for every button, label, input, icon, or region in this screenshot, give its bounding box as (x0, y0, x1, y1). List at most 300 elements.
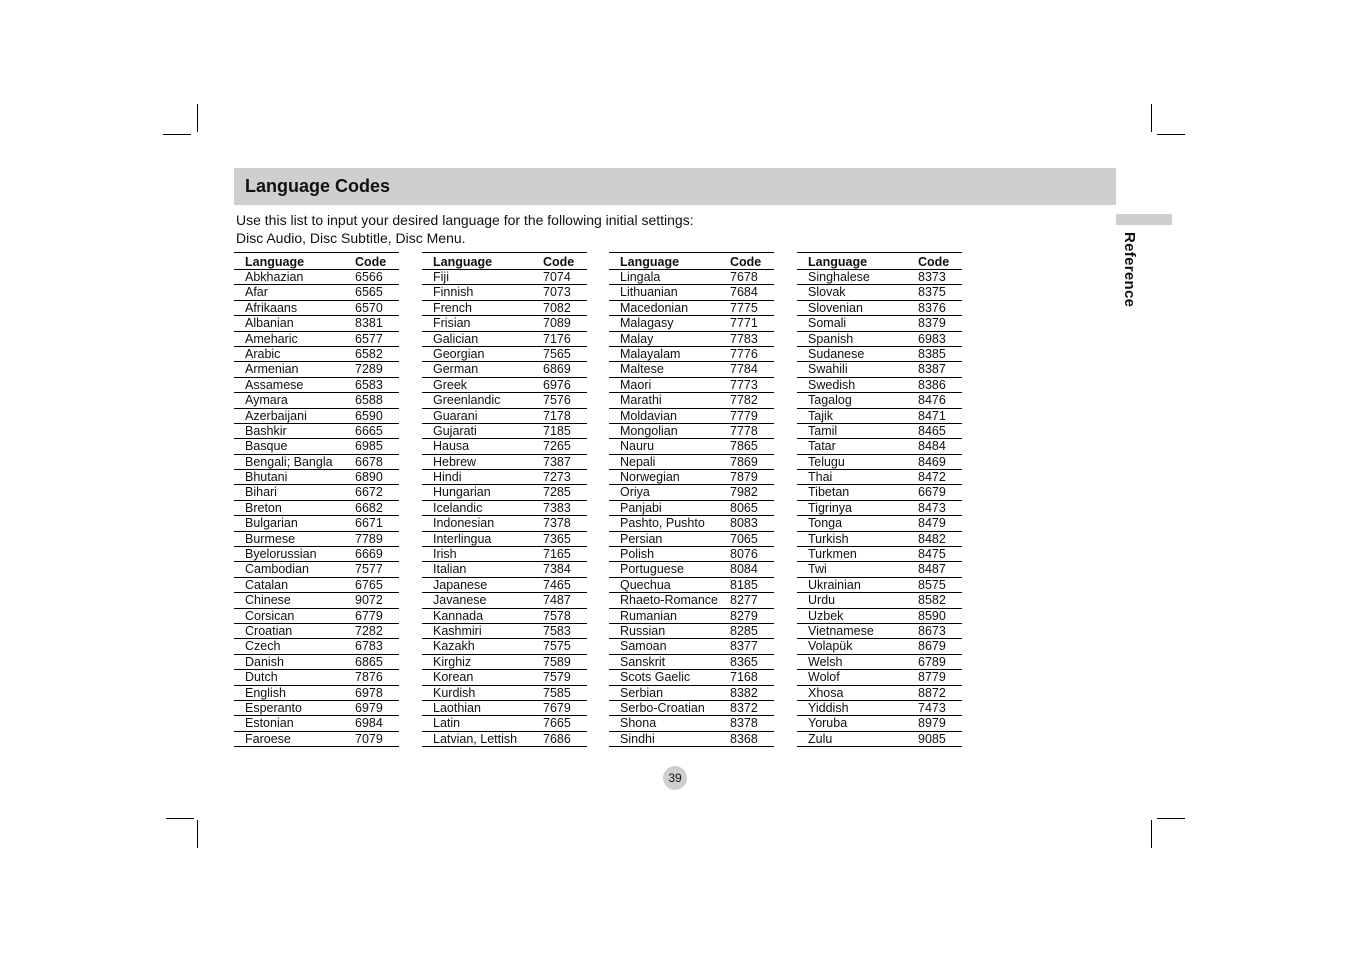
language-code: 6789 (918, 654, 946, 669)
language-name: Spanish (808, 331, 854, 346)
header-language: Language (620, 255, 680, 269)
language-code: 7185 (543, 423, 571, 438)
language-name: Oriya (620, 485, 650, 500)
language-name: Yoruba (808, 716, 848, 731)
table-row (609, 285, 774, 300)
table-row (422, 639, 587, 654)
language-code: 8377 (730, 639, 758, 654)
table-row (609, 485, 774, 500)
intro-line-2: Disc Audio, Disc Subtitle, Disc Menu. (236, 230, 466, 246)
table-row (422, 609, 587, 624)
header-language: Language (808, 255, 868, 269)
language-code: 7487 (543, 593, 571, 608)
language-name: Twi (808, 562, 827, 577)
language-name: Assamese (245, 377, 304, 392)
language-code: 6678 (355, 454, 383, 469)
table-row (234, 593, 399, 608)
language-code: 7365 (543, 531, 571, 546)
language-code: 8387 (918, 362, 946, 377)
language-name: Polish (620, 547, 655, 562)
language-code: 8484 (918, 439, 946, 454)
language-name: Latvian, Lettish (433, 731, 518, 746)
language-code: 7869 (730, 454, 758, 469)
table-row (234, 578, 399, 593)
language-name: Sudanese (808, 346, 865, 361)
language-name: Indonesian (433, 516, 495, 531)
language-name: Greek (433, 377, 468, 392)
table-row (422, 501, 587, 516)
language-name: Latin (433, 716, 461, 731)
language-name: Nauru (620, 439, 655, 454)
language-code: 8979 (918, 716, 946, 731)
language-code: 6779 (355, 608, 383, 623)
header-code: Code (355, 255, 387, 269)
table-row (609, 655, 774, 670)
language-name: Portuguese (620, 562, 684, 577)
language-code: 8779 (918, 670, 946, 685)
language-name: Arabic (245, 346, 281, 361)
table-row (609, 532, 774, 547)
table-row (422, 362, 587, 377)
language-code: 8372 (730, 700, 758, 715)
table-row (797, 424, 962, 439)
crop-mark (166, 818, 194, 819)
language-code: 7876 (355, 670, 383, 685)
language-code: 6590 (355, 408, 383, 423)
language-code: 6672 (355, 485, 383, 500)
language-name: Byelorussian (245, 547, 317, 562)
table-row (797, 609, 962, 624)
language-code: 7679 (543, 700, 571, 715)
section-tab (1116, 214, 1172, 225)
language-name: Turkish (808, 531, 849, 546)
language-name: Nepali (620, 454, 656, 469)
language-name: Tagalog (808, 393, 852, 408)
language-code: 7773 (730, 377, 758, 392)
language-code: 8465 (918, 423, 946, 438)
table-row (234, 532, 399, 547)
language-name: Mongolian (620, 423, 678, 438)
language-code: 8476 (918, 393, 946, 408)
language-name: Laothian (433, 700, 481, 715)
language-name: Estonian (245, 716, 294, 731)
table-row (422, 285, 587, 300)
table-row (422, 562, 587, 577)
language-name: Malayalam (620, 346, 681, 361)
language-code: 7576 (543, 393, 571, 408)
table-row (422, 578, 587, 593)
language-code: 7383 (543, 500, 571, 515)
language-code: 6665 (355, 423, 383, 438)
table-row (797, 455, 962, 470)
language-name: Galician (433, 331, 479, 346)
language-column-1 (234, 252, 399, 747)
language-name: Maori (620, 377, 652, 392)
table-row (234, 424, 399, 439)
table-row (797, 716, 962, 731)
language-name: Dutch (245, 670, 278, 685)
language-name: Italian (433, 562, 467, 577)
language-code: 7782 (730, 393, 758, 408)
language-name: Afrikaans (245, 300, 298, 315)
table-row (797, 332, 962, 347)
language-code: 6865 (355, 654, 383, 669)
language-code: 8065 (730, 500, 758, 515)
table-row (234, 393, 399, 408)
language-name: Persian (620, 531, 663, 546)
language-name: Tatar (808, 439, 836, 454)
language-name: Quechua (620, 577, 671, 592)
language-code: 8471 (918, 408, 946, 423)
language-code: 8473 (918, 500, 946, 515)
language-code: 7865 (730, 439, 758, 454)
language-column-4 (797, 252, 962, 747)
header-code: Code (543, 255, 575, 269)
language-code: 7775 (730, 300, 758, 315)
language-name: Volapük (808, 639, 853, 654)
crop-mark (197, 820, 198, 848)
table-row (609, 686, 774, 701)
table-row (422, 686, 587, 701)
language-name: Japanese (433, 577, 488, 592)
table-row (234, 701, 399, 716)
language-code: 7789 (355, 531, 383, 546)
table-row (234, 547, 399, 562)
table-row (797, 439, 962, 454)
header-code: Code (730, 255, 762, 269)
language-name: Basque (245, 439, 288, 454)
language-code: 7387 (543, 454, 571, 469)
language-code: 7686 (543, 731, 571, 746)
language-name: Uzbek (808, 608, 844, 623)
language-code: 8084 (730, 562, 758, 577)
language-name: Scots Gaelic (620, 670, 691, 685)
table-row (609, 578, 774, 593)
language-name: Bhutani (245, 470, 288, 485)
table-row (422, 378, 587, 393)
table-row (797, 301, 962, 316)
crop-mark (1151, 104, 1152, 132)
language-name: Macedonian (620, 300, 689, 315)
table-row (609, 332, 774, 347)
page-title: Language Codes (245, 176, 391, 196)
table-row (422, 670, 587, 685)
language-code: 6984 (355, 716, 383, 731)
language-code: 7779 (730, 408, 758, 423)
table-row (797, 547, 962, 562)
table-row (422, 439, 587, 454)
table-row (797, 516, 962, 531)
table-row (234, 516, 399, 531)
table-row (609, 501, 774, 516)
language-code: 8482 (918, 531, 946, 546)
language-code: 8673 (918, 623, 946, 638)
language-name: Singhalese (808, 270, 870, 284)
language-name: Georgian (433, 346, 485, 361)
language-name: Zulu (808, 731, 833, 746)
table-row (234, 362, 399, 377)
table-row (422, 455, 587, 470)
language-code: 7583 (543, 623, 571, 638)
table-row (422, 516, 587, 531)
language-code: 8373 (918, 270, 946, 284)
table-row (797, 393, 962, 408)
header-code: Code (918, 255, 950, 269)
table-row (797, 285, 962, 300)
language-name: Burmese (245, 531, 296, 546)
language-name: Albanian (245, 316, 294, 331)
language-name: Azerbaijani (245, 408, 307, 423)
language-name: Malay (620, 331, 654, 346)
table-header (797, 253, 962, 270)
language-code: 7575 (543, 639, 571, 654)
language-name: Serbian (620, 685, 664, 700)
language-name: Vietnamese (808, 623, 874, 638)
table-row (234, 409, 399, 424)
table-row (797, 532, 962, 547)
table-row (609, 716, 774, 731)
table-row (797, 270, 962, 285)
table-row (797, 732, 962, 747)
language-name: Afar (245, 285, 268, 300)
language-name: Pashto, Pushto (620, 516, 705, 531)
table-row (609, 516, 774, 531)
crop-mark (1157, 134, 1185, 135)
language-code: 7879 (730, 470, 758, 485)
language-code: 6566 (355, 270, 383, 284)
table-row (234, 670, 399, 685)
language-code: 8279 (730, 608, 758, 623)
language-name: Russian (620, 623, 666, 638)
table-row (234, 332, 399, 347)
language-code: 7265 (543, 439, 571, 454)
table-row (234, 624, 399, 639)
title-band (234, 168, 1116, 205)
language-name: Hungarian (433, 485, 491, 500)
language-code: 9072 (355, 593, 383, 608)
language-code: 6570 (355, 300, 383, 315)
table-header (234, 253, 399, 270)
language-code: 8575 (918, 577, 946, 592)
language-name: Urdu (808, 593, 836, 608)
language-name: Slovak (808, 285, 846, 300)
table-row (422, 593, 587, 608)
table-row (797, 701, 962, 716)
language-name: Tamil (808, 423, 838, 438)
language-code: 7684 (730, 285, 758, 300)
language-name: Czech (245, 639, 281, 654)
table-row (234, 270, 399, 285)
language-name: Somali (808, 316, 847, 331)
language-code: 8385 (918, 346, 946, 361)
table-row (797, 624, 962, 639)
header-language: Language (433, 255, 493, 269)
table-row (234, 378, 399, 393)
page-number: 39 (663, 766, 687, 790)
language-name: Swedish (808, 377, 856, 392)
language-name: Swahili (808, 362, 848, 377)
table-row (609, 424, 774, 439)
language-code: 8368 (730, 731, 758, 746)
language-code: 8376 (918, 300, 946, 315)
language-name: Icelandic (433, 500, 483, 515)
language-name: Greenlandic (433, 393, 501, 408)
language-code: 7273 (543, 470, 571, 485)
table-row (609, 732, 774, 747)
language-code: 7776 (730, 346, 758, 361)
language-code: 6582 (355, 346, 383, 361)
language-name: Serbo-Croatian (620, 700, 705, 715)
language-code: 8872 (918, 685, 946, 700)
language-code: 7783 (730, 331, 758, 346)
language-name: German (433, 362, 479, 377)
language-code: 8469 (918, 454, 946, 469)
language-code: 6890 (355, 470, 383, 485)
table-row (609, 624, 774, 639)
language-code: 8382 (730, 685, 758, 700)
language-code: 8381 (355, 316, 383, 331)
language-name: Bengali; Bangla (245, 454, 333, 469)
language-code: 8185 (730, 577, 758, 592)
table-row (797, 362, 962, 377)
language-name: Irish (433, 547, 457, 562)
table-row (422, 547, 587, 562)
table-row (422, 532, 587, 547)
language-name: Esperanto (245, 700, 302, 715)
language-name: Armenian (245, 362, 299, 377)
language-name: Wolof (808, 670, 840, 685)
intro-line-1: Use this list to input your desired language for the following initial settings: (236, 212, 694, 228)
language-name: Tonga (808, 516, 843, 531)
language-name: Kannada (433, 608, 484, 623)
language-code: 6682 (355, 500, 383, 515)
language-code: 7285 (543, 485, 571, 500)
language-name: Interlingua (433, 531, 492, 546)
language-code: 8679 (918, 639, 946, 654)
language-name: Kirghiz (433, 654, 472, 669)
language-code: 7176 (543, 331, 571, 346)
table-row (234, 285, 399, 300)
language-code: 7578 (543, 608, 571, 623)
table-row (234, 455, 399, 470)
language-code: 8375 (918, 285, 946, 300)
language-name: Tajik (808, 408, 834, 423)
language-code: 8582 (918, 593, 946, 608)
language-name: Bulgarian (245, 516, 298, 531)
language-name: Welsh (808, 654, 843, 669)
language-name: Hebrew (433, 454, 477, 469)
language-name: Hausa (433, 439, 470, 454)
language-code: 8386 (918, 377, 946, 392)
language-name: Slovenian (808, 300, 863, 315)
language-code: 7579 (543, 670, 571, 685)
table-row (234, 316, 399, 331)
crop-mark (1157, 818, 1185, 819)
table-row (609, 316, 774, 331)
language-code: 6577 (355, 331, 383, 346)
language-code: 8479 (918, 516, 946, 531)
intro-text (236, 211, 694, 247)
language-code: 7089 (543, 316, 571, 331)
table-row (797, 686, 962, 701)
language-name: Yiddish (808, 700, 849, 715)
language-name: Corsican (245, 608, 295, 623)
table-row (234, 347, 399, 362)
language-name: Marathi (620, 393, 662, 408)
language-code: 7168 (730, 670, 758, 685)
language-name: French (433, 300, 472, 315)
table-row (422, 732, 587, 747)
table-row (422, 270, 587, 285)
language-name: Fiji (433, 270, 449, 284)
language-code: 7589 (543, 654, 571, 669)
language-name: Danish (245, 654, 284, 669)
language-code: 7982 (730, 485, 758, 500)
language-code: 7165 (543, 547, 571, 562)
language-code: 7473 (918, 700, 946, 715)
language-name: Aymara (245, 393, 288, 408)
table-row (422, 393, 587, 408)
language-name: Kashmiri (433, 623, 482, 638)
language-name: Javanese (433, 593, 487, 608)
language-code: 7282 (355, 623, 383, 638)
language-code: 8083 (730, 516, 758, 531)
table-row (797, 562, 962, 577)
header-language: Language (245, 255, 305, 269)
table-row (422, 316, 587, 331)
language-code: 7784 (730, 362, 758, 377)
language-name: Moldavian (620, 408, 677, 423)
table-row (234, 639, 399, 654)
language-code: 6869 (543, 362, 571, 377)
table-row (609, 670, 774, 685)
language-code: 8379 (918, 316, 946, 331)
table-row (234, 501, 399, 516)
table-row (609, 378, 774, 393)
language-code: 6976 (543, 377, 571, 392)
table-row (422, 347, 587, 362)
table-row (797, 316, 962, 331)
table-row (797, 578, 962, 593)
table-row (609, 455, 774, 470)
language-name: Maltese (620, 362, 664, 377)
table-row (234, 562, 399, 577)
language-name: Abkhazian (245, 270, 304, 284)
language-code: 7384 (543, 562, 571, 577)
language-name: Tibetan (808, 485, 850, 500)
language-code: 6979 (355, 700, 383, 715)
language-code: 7577 (355, 562, 383, 577)
language-code: 8590 (918, 608, 946, 623)
table-row (609, 347, 774, 362)
language-code: 7178 (543, 408, 571, 423)
language-name: Malagasy (620, 316, 674, 331)
table-row (234, 686, 399, 701)
language-name: Thai (808, 470, 833, 485)
table-row (234, 301, 399, 316)
language-name: Kazakh (433, 639, 475, 654)
language-column-3 (609, 252, 774, 747)
table-row (234, 716, 399, 731)
table-row (422, 716, 587, 731)
language-code: 6985 (355, 439, 383, 454)
table-row (234, 439, 399, 454)
language-name: Telugu (808, 454, 845, 469)
table-row (797, 639, 962, 654)
language-name: Frisian (433, 316, 471, 331)
table-row (422, 301, 587, 316)
section-label: Reference (1121, 232, 1138, 308)
